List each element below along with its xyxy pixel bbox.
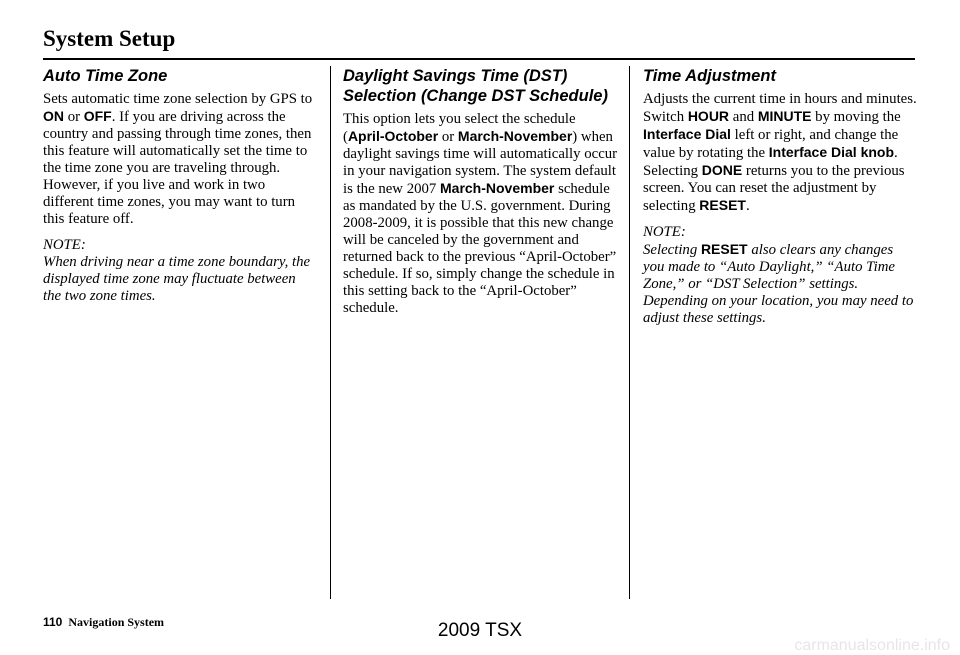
model-watermark: 2009 TSX xyxy=(437,620,523,641)
section-body-time-adjustment: Adjusts the current time in hours and minutes. Switch HOUR and MINUTE by moving the Interface Dial left or right, and change the value by rotating the Interface Dial knob. Selecting DONE returns you to the previous screen. You can reset the adjustment by selecting RESET. xyxy=(643,91,917,214)
keyword-april-october: April-October xyxy=(347,128,439,144)
note-label: NOTE: xyxy=(43,237,86,253)
keyword-march-november: March-November xyxy=(440,180,555,196)
note-label: NOTE: xyxy=(643,224,686,240)
keyword-reset: RESET xyxy=(699,197,746,213)
keyword-minute: MINUTE xyxy=(757,108,812,124)
keyword-march-november: March-November xyxy=(457,128,573,144)
footer-label: Navigation System xyxy=(68,615,165,629)
column-divider-2 xyxy=(629,66,630,599)
section-heading-time-adjustment: Time Adjustment xyxy=(643,67,776,85)
keyword-hour: HOUR xyxy=(687,108,730,124)
section-heading-auto-time-zone: Auto Time Zone xyxy=(43,67,168,85)
page-number: 110 xyxy=(43,615,63,629)
title-rule xyxy=(43,58,915,60)
keyword-interface-dial: Interface Dial xyxy=(643,126,731,142)
section-auto-time-zone xyxy=(43,66,313,305)
note-text: Selecting RESET also clears any changes you made to “Auto Daylight,” “Auto Time Zone,” or “DST Selection” settings. Depending on your location, you may need to adjust these settings. xyxy=(643,241,914,326)
section-heading-dst-selection: Daylight Savings Time (DST) Selection (Change DST Schedule) xyxy=(343,67,608,105)
keyword-interface-dial-knob: Interface Dial knob xyxy=(768,144,895,160)
keyword-off: OFF xyxy=(83,108,112,124)
note-text: When driving near a time zone boundary, the displayed time zone may fluctuate between the two zone times. xyxy=(43,254,311,304)
section-time-adjustment xyxy=(643,66,918,327)
keyword-done: DONE xyxy=(701,162,743,178)
column-divider-1 xyxy=(330,66,331,599)
site-watermark: carmanualsonline.info xyxy=(794,637,950,654)
section-dst-selection xyxy=(343,66,618,317)
section-body-dst-selection: This option lets you select the schedule (April-October or March-November) when daylight savings time will automatically occur in your navigation system. The system default is the new 2007 March-November schedule as mandated by the U.S. government. During 2008-2009, it is possible that this new change will be canceled by the government and returned back to the previous “April-October” schedule. If so, simply change the schedule in this setting back to the “April-October” schedule. xyxy=(343,111,618,316)
keyword-on: ON xyxy=(43,108,64,124)
section-body-auto-time-zone: Sets automatic time zone selection by GPS to ON or OFF. If you are driving across the country and passing through time zones, then this feature will automatically set the time to the time zone you are traveling through. However, if you live and work in two different time zones, you may want to turn this feature off. xyxy=(43,91,313,227)
page-title: System Setup xyxy=(43,26,176,51)
keyword-reset: RESET xyxy=(700,241,748,257)
